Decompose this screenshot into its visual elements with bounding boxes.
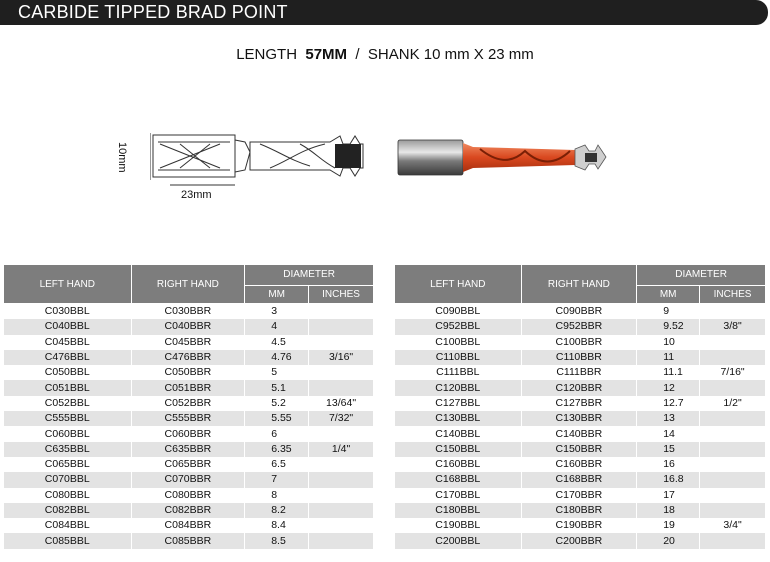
diameter-inches-cell (309, 488, 374, 503)
table-row (395, 472, 766, 487)
table-row (395, 396, 766, 411)
length-value: 57MM (305, 46, 348, 63)
diameter-mm-cell: 16.8 (637, 472, 700, 487)
diameter-inches-cell: 1/4" (309, 442, 374, 457)
left-hand-cell: C150BBL (395, 442, 522, 457)
table-row (395, 335, 766, 350)
table-row (395, 533, 766, 548)
right-hand-cell: C110BBR (521, 350, 637, 365)
table-row (395, 457, 766, 472)
left-hand-cell: C111BBL (395, 365, 522, 380)
left-hand-cell: C052BBL (4, 396, 132, 411)
right-hand-cell: C100BBR (521, 335, 637, 350)
diameter-mm-cell: 12.7 (637, 396, 700, 411)
col-left-hand: LEFT HAND (395, 265, 522, 304)
diameter-mm-cell: 5.55 (245, 411, 309, 426)
diameter-inches-cell: 13/64" (309, 396, 374, 411)
diameter-inches-cell (700, 304, 766, 320)
right-hand-cell: C030BBR (131, 304, 245, 320)
left-hand-cell: C030BBL (4, 304, 132, 320)
diameter-mm-cell: 4.5 (245, 335, 309, 350)
left-hand-cell: C082BBL (4, 503, 132, 518)
right-hand-cell: C476BBR (131, 350, 245, 365)
right-hand-cell: C635BBR (131, 442, 245, 457)
diameter-inches-cell (309, 503, 374, 518)
table-row (4, 380, 374, 395)
table-row (4, 319, 374, 334)
col-inches: INCHES (309, 285, 374, 303)
diameter-mm-cell: 9 (637, 304, 700, 320)
left-hand-cell: C090BBL (395, 304, 522, 320)
col-right-hand: RIGHT HAND (521, 265, 637, 304)
diameter-mm-cell: 11.1 (637, 365, 700, 380)
left-hand-cell: C168BBL (395, 472, 522, 487)
table-row (395, 442, 766, 457)
right-hand-cell: C065BBR (131, 457, 245, 472)
table-row (4, 442, 374, 457)
diameter-mm-cell: 4.76 (245, 350, 309, 365)
right-hand-cell: C045BBR (131, 335, 245, 350)
col-mm: MM (637, 285, 700, 303)
table-row (395, 304, 766, 320)
diameter-mm-cell: 5.1 (245, 380, 309, 395)
diameter-mm-cell: 6.35 (245, 442, 309, 457)
diameter-mm-cell: 15 (637, 442, 700, 457)
col-right-hand: RIGHT HAND (131, 265, 245, 304)
table-row (4, 533, 374, 548)
diameter-mm-cell: 10 (637, 335, 700, 350)
diameter-mm-cell: 4 (245, 319, 309, 334)
left-hand-cell: C170BBL (395, 488, 522, 503)
col-inches: INCHES (700, 285, 766, 303)
left-hand-cell: C050BBL (4, 365, 132, 380)
diameter-inches-cell (309, 472, 374, 487)
right-hand-cell: C082BBR (131, 503, 245, 518)
diameter-inches-cell: 7/32" (309, 411, 374, 426)
diameter-mm-cell: 16 (637, 457, 700, 472)
right-hand-cell: C160BBR (521, 457, 637, 472)
left-hand-cell: C085BBL (4, 533, 132, 548)
table-row (4, 350, 374, 365)
diameter-inches-cell (700, 411, 766, 426)
left-hand-cell: C200BBL (395, 533, 522, 548)
table-row (4, 457, 374, 472)
diameter-inches-cell (700, 335, 766, 350)
spec-table-right (394, 264, 766, 549)
diameter-inches-cell: 3/8" (700, 319, 766, 334)
table-row (395, 319, 766, 334)
diameter-mm-cell: 8.5 (245, 533, 309, 548)
right-hand-cell: C127BBR (521, 396, 637, 411)
diameter-mm-cell: 18 (637, 503, 700, 518)
left-hand-cell: C110BBL (395, 350, 522, 365)
left-hand-cell: C476BBL (4, 350, 132, 365)
table-row (395, 426, 766, 441)
drill-bit-image (395, 135, 610, 180)
table-row (4, 488, 374, 503)
table-row (395, 488, 766, 503)
diameter-inches-cell (700, 350, 766, 365)
table-row (4, 335, 374, 350)
left-hand-cell: C190BBL (395, 518, 522, 533)
right-hand-cell: C952BBR (521, 319, 637, 334)
right-hand-cell: C180BBR (521, 503, 637, 518)
diameter-inches-cell: 1/2" (700, 396, 766, 411)
diameter-mm-cell: 17 (637, 488, 700, 503)
spec-table-left (3, 264, 374, 549)
table-row (4, 411, 374, 426)
table-row (4, 472, 374, 487)
diameter-mm-cell: 14 (637, 426, 700, 441)
table-row (4, 396, 374, 411)
right-hand-cell: C084BBR (131, 518, 245, 533)
table-row (4, 503, 374, 518)
length-label: LENGTH (236, 46, 298, 63)
diameter-mm-cell: 8.2 (245, 503, 309, 518)
left-hand-cell: C140BBL (395, 426, 522, 441)
diameter-inches-cell (700, 472, 766, 487)
diameter-mm-cell: 3 (245, 304, 309, 320)
right-hand-cell: C070BBR (131, 472, 245, 487)
diameter-inches-cell (309, 335, 374, 350)
right-hand-cell: C120BBR (521, 380, 637, 395)
left-hand-cell: C952BBL (395, 319, 522, 334)
left-hand-cell: C160BBL (395, 457, 522, 472)
right-hand-cell: C051BBR (131, 380, 245, 395)
diameter-inches-cell (700, 442, 766, 457)
left-hand-cell: C084BBL (4, 518, 132, 533)
right-hand-cell: C111BBR (521, 365, 637, 380)
right-hand-cell: C170BBR (521, 488, 637, 503)
right-hand-cell: C200BBR (521, 533, 637, 548)
right-hand-cell: C040BBR (131, 319, 245, 334)
spec-line (0, 46, 770, 63)
diameter-inches-cell (309, 533, 374, 548)
shank-length-dimension: 23mm (181, 189, 212, 201)
diameter-mm-cell: 13 (637, 411, 700, 426)
right-hand-cell: C150BBR (521, 442, 637, 457)
diameter-inches-cell (700, 488, 766, 503)
left-hand-cell: C070BBL (4, 472, 132, 487)
table-row (4, 304, 374, 320)
diameter-mm-cell: 5 (245, 365, 309, 380)
diameter-inches-cell (309, 365, 374, 380)
col-diameter: DIAMETER (637, 265, 766, 286)
diameter-mm-cell: 12 (637, 380, 700, 395)
left-hand-cell: C060BBL (4, 426, 132, 441)
right-hand-cell: C060BBR (131, 426, 245, 441)
left-hand-cell: C120BBL (395, 380, 522, 395)
diameter-mm-cell: 8.4 (245, 518, 309, 533)
page-title: CARBIDE TIPPED BRAD POINT (18, 2, 288, 22)
table-row (395, 350, 766, 365)
diameter-mm-cell: 8 (245, 488, 309, 503)
diameter-mm-cell: 9.52 (637, 319, 700, 334)
diameter-mm-cell: 19 (637, 518, 700, 533)
shank-spec: SHANK 10 mm X 23 mm (367, 46, 534, 63)
table-row (395, 380, 766, 395)
left-hand-cell: C045BBL (4, 335, 132, 350)
col-diameter: DIAMETER (245, 265, 374, 286)
right-hand-cell: C140BBR (521, 426, 637, 441)
table-row (4, 426, 374, 441)
diameter-mm-cell: 6.5 (245, 457, 309, 472)
right-hand-cell: C130BBR (521, 411, 637, 426)
left-hand-cell: C635BBL (4, 442, 132, 457)
diameter-inches-cell: 7/16" (700, 365, 766, 380)
drill-bit-diagram (150, 130, 380, 190)
right-hand-cell: C168BBR (521, 472, 637, 487)
diameter-inches-cell (309, 518, 374, 533)
left-hand-cell: C040BBL (4, 319, 132, 334)
diameter-inches-cell (309, 426, 374, 441)
diameter-mm-cell: 11 (637, 350, 700, 365)
diameter-inches-cell (309, 380, 374, 395)
table-row (4, 365, 374, 380)
left-hand-cell: C080BBL (4, 488, 132, 503)
diameter-inches-cell: 3/4" (700, 518, 766, 533)
left-hand-cell: C130BBL (395, 411, 522, 426)
diameter-mm-cell: 5.2 (245, 396, 309, 411)
diameter-inches-cell (309, 304, 374, 320)
right-hand-cell: C085BBR (131, 533, 245, 548)
left-hand-cell: C180BBL (395, 503, 522, 518)
right-hand-cell: C555BBR (131, 411, 245, 426)
title-bar (0, 0, 768, 25)
diameter-inches-cell (700, 533, 766, 548)
table-row (395, 365, 766, 380)
diameter-dimension: 10mm (116, 142, 128, 173)
left-hand-cell: C051BBL (4, 380, 132, 395)
col-left-hand: LEFT HAND (4, 265, 132, 304)
diameter-inches-cell (700, 503, 766, 518)
diameter-inches-cell (309, 457, 374, 472)
spec-separator: / (355, 46, 360, 63)
right-hand-cell: C052BBR (131, 396, 245, 411)
left-hand-cell: C127BBL (395, 396, 522, 411)
diameter-inches-cell (309, 319, 374, 334)
table-row (4, 518, 374, 533)
left-hand-cell: C065BBL (4, 457, 132, 472)
right-hand-cell: C090BBR (521, 304, 637, 320)
right-hand-cell: C050BBR (131, 365, 245, 380)
table-row (395, 518, 766, 533)
right-hand-cell: C190BBR (521, 518, 637, 533)
table-row (395, 411, 766, 426)
diameter-inches-cell: 3/16" (309, 350, 374, 365)
col-mm: MM (245, 285, 309, 303)
left-hand-cell: C555BBL (4, 411, 132, 426)
right-hand-cell: C080BBR (131, 488, 245, 503)
diameter-inches-cell (700, 426, 766, 441)
diameter-inches-cell (700, 380, 766, 395)
left-hand-cell: C100BBL (395, 335, 522, 350)
diameter-mm-cell: 20 (637, 533, 700, 548)
diameter-mm-cell: 7 (245, 472, 309, 487)
diameter-mm-cell: 6 (245, 426, 309, 441)
table-row (395, 503, 766, 518)
diameter-inches-cell (700, 457, 766, 472)
